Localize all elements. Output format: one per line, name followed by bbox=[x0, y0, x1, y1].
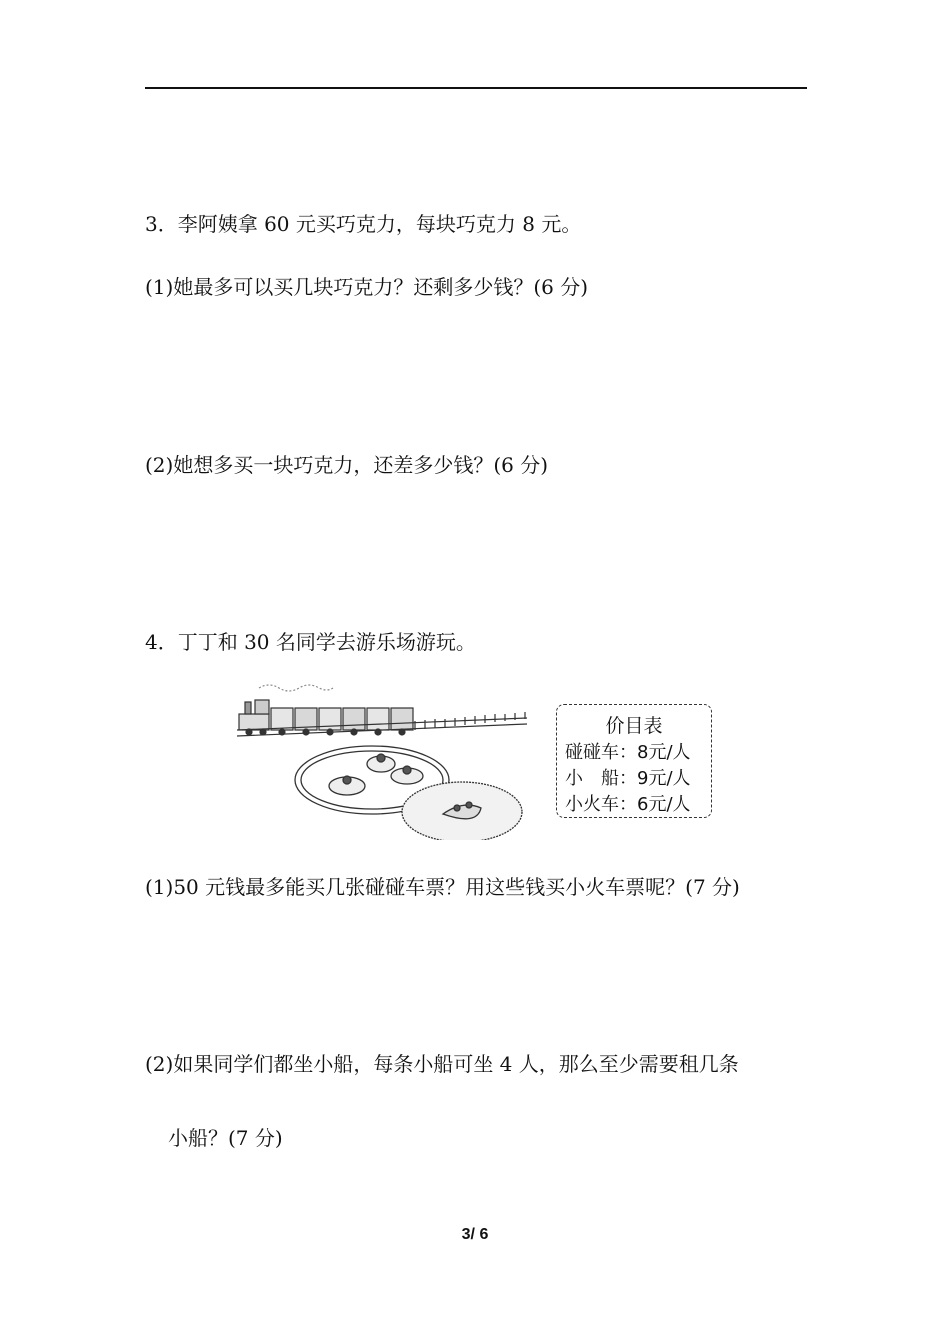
price-table bbox=[556, 704, 712, 818]
price-row-boat: 小 船：9元/人 bbox=[565, 768, 691, 789]
question-3-part-1: (1)她最多可以买几块巧克力？还剩多少钱？(6 分) bbox=[145, 275, 589, 299]
price-row-bumper-car: 碰碰车：8元/人 bbox=[565, 742, 691, 763]
question-4-part-1: (1)50 元钱最多能买几张碰碰车票？用这些钱买小火车票呢？(7 分) bbox=[145, 875, 740, 899]
train-icon bbox=[237, 685, 527, 736]
amusement-park-illustration bbox=[235, 672, 535, 840]
question-4-part-2-line-2: 小船？(7 分) bbox=[168, 1126, 283, 1150]
header-rule bbox=[145, 87, 807, 89]
question-4-part-2-line-1: (2)如果同学们都坐小船，每条小船可坐 4 人，那么至少需要租几条 bbox=[145, 1052, 739, 1076]
boat-pond-icon bbox=[402, 782, 522, 840]
question-3-stem: 3．李阿姨拿 60 元买巧克力，每块巧克力 8 元。 bbox=[145, 212, 582, 236]
page-number: 3/ 6 bbox=[461, 1226, 489, 1243]
price-row-train: 小火车：6元/人 bbox=[565, 794, 691, 815]
question-4-stem: 4．丁丁和 30 名同学去游乐场游玩。 bbox=[145, 630, 476, 654]
question-3-part-2: (2)她想多买一块巧克力，还差多少钱？(6 分) bbox=[145, 453, 549, 477]
price-table-title: 价目表 bbox=[605, 715, 663, 737]
